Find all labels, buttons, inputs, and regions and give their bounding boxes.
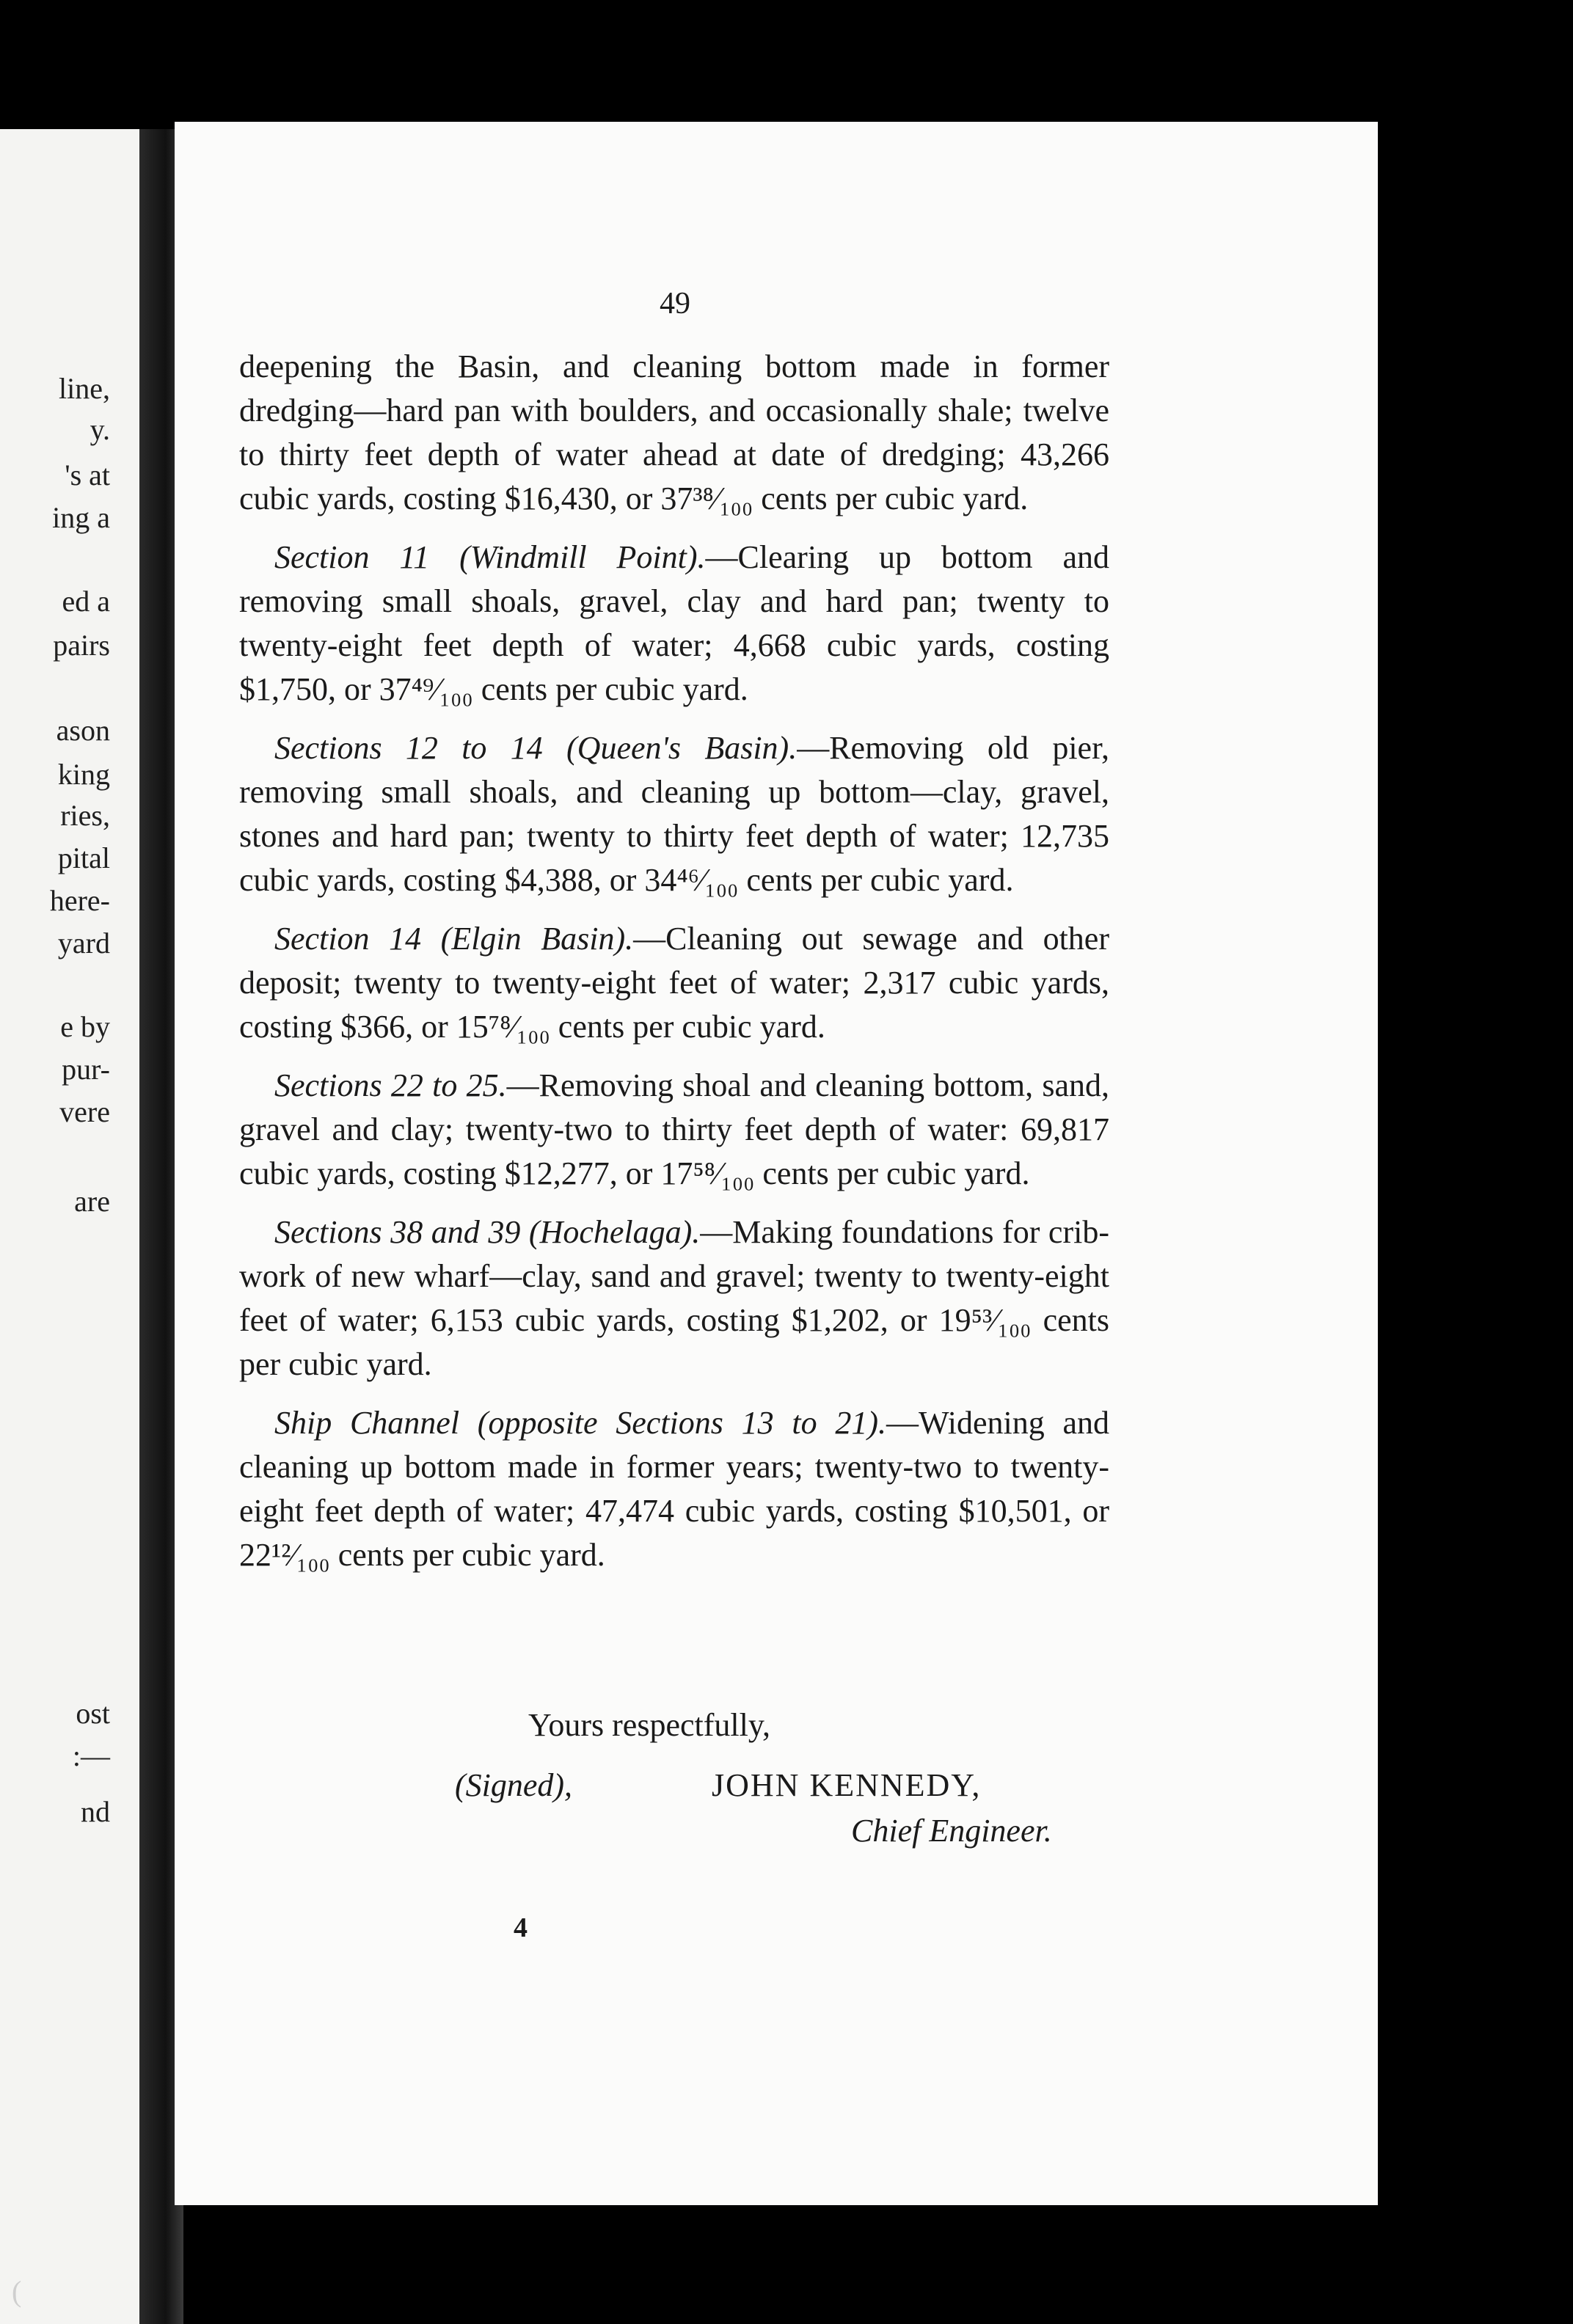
paragraph-heading: Section 11 (Windmill Point). (274, 539, 706, 575)
corner-mark: ( (12, 2275, 22, 2308)
signer-title: Chief Engineer. (851, 1813, 1052, 1849)
signed-label: (Signed), (455, 1767, 573, 1803)
paragraph (239, 726, 1109, 902)
left-fragment: nd (81, 1795, 110, 1828)
paragraph-text: —Widening and cleaning up bottom made in former years; twenty-two to twenty-eight feet depth of water; 47,474 cubic yards, costing $10,501, or 22¹²⁄₁₀₀ cents per cubic yard. (239, 1405, 1109, 1573)
paragraph-heading: Sections 12 to 14 (Queen's Basin). (274, 730, 798, 766)
left-fragment: ed a (62, 585, 110, 618)
left-fragment: ason (56, 714, 110, 747)
paragraph-text: —Removing old pier, removing small shoals, and cleaning up bottom—clay, gravel, stones and hard pan; twenty to thirty feet depth of water; 12,735 cubic yards, costing $4,388, or 34⁴⁶⁄₁₀₀ cents per cubic yard. (239, 730, 1109, 898)
left-fragment: y. (90, 413, 110, 446)
left-fragment: yard (57, 927, 110, 960)
paragraph-text: deepening the Basin, and cleaning bottom made in former dredging—hard pan with boulders, and occasionally shale; twelve to thirty feet depth of water ahead at date of dredging; 43,266 cubic yards, costing $16,430, or 37³⁸⁄₁₀₀ cents per cubic yard. (239, 348, 1109, 516)
left-fragment: king (57, 758, 110, 791)
left-fragment: pital (57, 841, 110, 874)
letter-body (239, 345, 1109, 1592)
signature-mark: 4 (514, 1912, 528, 1943)
paragraph-heading: Sections 38 and 39 (Hochelaga). (274, 1214, 701, 1250)
closing-salutation: Yours respectfully, (528, 1707, 770, 1743)
left-fragment: e by (60, 1010, 110, 1043)
paragraph-text: —Removing shoal and cleaning bottom, sand, gravel and clay; twenty-two to thirty feet depth of water: 69,817 cubic yards, costing $12,277, or 17⁵⁸⁄₁₀₀ cents per cubic yard. (239, 1067, 1109, 1191)
paragraph (239, 917, 1109, 1049)
left-fragment: ing a (52, 501, 110, 534)
paragraph (239, 536, 1109, 712)
paragraph-text: —Clearing up bottom and removing small shoals, gravel, clay and hard pan; twenty to twenty-eight feet depth of water; 4,668 cubic yards, costing $1,750, or 37⁴⁹⁄₁₀₀ cents per cubic yard. (239, 539, 1109, 707)
paragraph-heading: Ship Channel (opposite Sections 13 to 21). (274, 1405, 886, 1441)
left-fragment: ost (76, 1697, 110, 1730)
signer-name: JOHN KENNEDY, (712, 1767, 982, 1803)
left-fragment: pur- (62, 1053, 110, 1086)
paragraph (239, 1210, 1109, 1386)
left-fragment: here- (49, 884, 110, 917)
left-fragment: line, (59, 372, 110, 405)
paragraph-heading: Sections 22 to 25. (274, 1067, 507, 1103)
left-facing-page (0, 129, 144, 2324)
paragraph-text: —Cleaning out sewage and other deposit; twenty to twenty-eight feet of water; 2,317 cubic yards, costing $366, or 15⁷⁸⁄₁₀₀ cents per cubic yard. (239, 921, 1109, 1045)
page-number: 49 (660, 287, 690, 321)
left-fragment: pairs (53, 629, 110, 662)
paragraph (239, 1401, 1109, 1577)
paragraph-text: —Making foundations for crib-work of new wharf—clay, sand and gravel; twenty to twenty-eight feet of water; 6,153 cubic yards, costing $1,202, or 19⁵³⁄₁₀₀ cents per cubic yard. (239, 1214, 1109, 1382)
left-fragment: :— (72, 1739, 110, 1772)
left-fragment: are (74, 1185, 110, 1218)
left-fragment: vere (59, 1095, 110, 1128)
paragraph-heading: Section 14 (Elgin Basin). (274, 921, 634, 957)
left-fragment: 's at (65, 458, 110, 492)
left-fragment: ries, (60, 799, 110, 832)
paragraph (239, 1064, 1109, 1196)
paragraph (239, 345, 1109, 521)
